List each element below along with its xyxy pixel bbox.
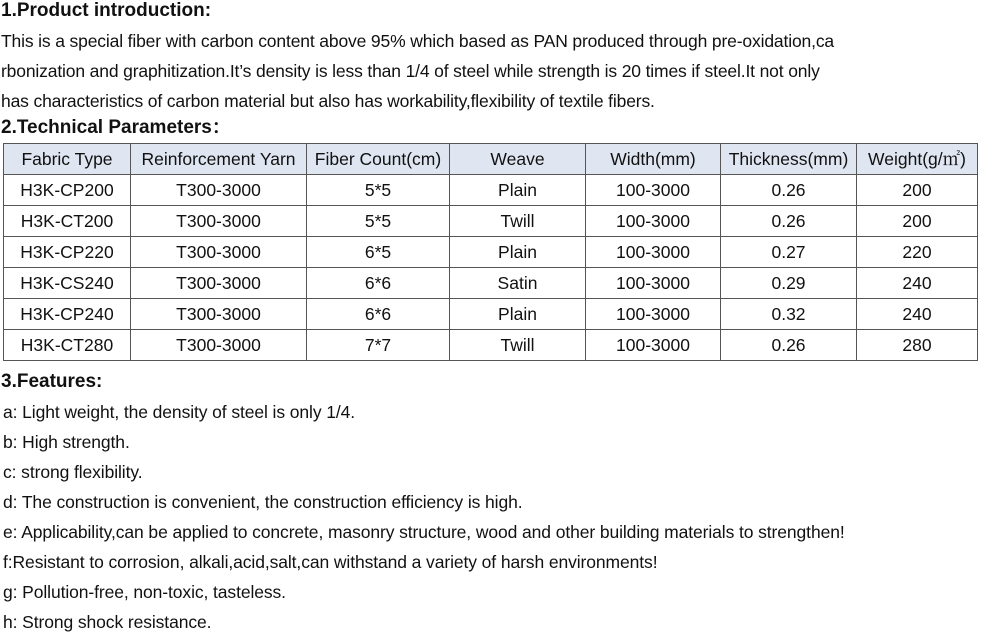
table-row <box>4 237 978 268</box>
table-cell: Plain <box>450 299 586 330</box>
table-cell: H3K-CP240 <box>4 299 131 330</box>
feature-item: f:Resistant to corrosion, alkali,acid,salt,can withstand a variety of harsh environments! <box>3 552 658 572</box>
table-cell: 100-3000 <box>586 268 721 299</box>
table-cell: Satin <box>450 268 586 299</box>
table-cell: 240 <box>857 268 978 299</box>
intro-line: rbonization and graphitization.It’s density is less than 1/4 of steel while strength is 20 times if steel.It not only <box>1 61 820 81</box>
table-cell: H3K-CT280 <box>4 330 131 361</box>
feature-item: h: Strong shock resistance. <box>3 612 212 632</box>
features-heading: 3.Features: <box>1 371 103 392</box>
feature-item: a: Light weight, the density of steel is only 1/4. <box>3 402 356 422</box>
table-cell: 0.29 <box>721 268 857 299</box>
table-cell: T300-3000 <box>131 237 307 268</box>
table-cell: T300-3000 <box>131 206 307 237</box>
table-row <box>4 206 978 237</box>
feature-item: e: Applicability,can be applied to concrete, masonry structure, wood and other building materials to strengthen! <box>3 522 845 542</box>
table-cell: 100-3000 <box>586 175 721 206</box>
table-cell: 5*5 <box>307 175 450 206</box>
table-cell: 200 <box>857 175 978 206</box>
table-cell: 200 <box>857 206 978 237</box>
table-cell: 0.26 <box>721 175 857 206</box>
column-header: Reinforcement Yarn <box>131 144 307 175</box>
table-cell: 0.26 <box>721 330 857 361</box>
table-cell: 100-3000 <box>586 330 721 361</box>
table-cell: 0.32 <box>721 299 857 330</box>
feature-item: g: Pollution-free, non-toxic, tasteless. <box>3 582 286 602</box>
table-cell: T300-3000 <box>131 299 307 330</box>
intro-heading: 1.Product introduction: <box>1 0 212 21</box>
table-cell: 6*6 <box>307 299 450 330</box>
intro-line: has characteristics of carbon material but also has workability,flexibility of textile fibers. <box>1 91 655 111</box>
table-cell: 6*6 <box>307 268 450 299</box>
table-cell: 5*5 <box>307 206 450 237</box>
feature-item: d: The construction is convenient, the construction efficiency is high. <box>3 492 523 512</box>
table-cell: Plain <box>450 175 586 206</box>
table-cell: T300-3000 <box>131 330 307 361</box>
column-header: Width(mm) <box>586 144 721 175</box>
table-cell: 220 <box>857 237 978 268</box>
table-cell: T300-3000 <box>131 175 307 206</box>
column-header: Fiber Count(cm) <box>307 144 450 175</box>
table-cell: H3K-CP220 <box>4 237 131 268</box>
table-cell: Twill <box>450 330 586 361</box>
table-cell: 6*5 <box>307 237 450 268</box>
table-row <box>4 175 978 206</box>
table-cell: 7*7 <box>307 330 450 361</box>
table-cell: 100-3000 <box>586 237 721 268</box>
table-cell: 0.26 <box>721 206 857 237</box>
table-cell: 100-3000 <box>586 206 721 237</box>
table-cell: T300-3000 <box>131 268 307 299</box>
table-cell: H3K-CS240 <box>4 268 131 299</box>
column-header: Fabric Type <box>4 144 131 175</box>
table-cell: H3K-CP200 <box>4 175 131 206</box>
table-cell: H3K-CT200 <box>4 206 131 237</box>
column-header: Weight(g/㎡) <box>857 144 978 175</box>
table-cell: Twill <box>450 206 586 237</box>
feature-item: c: strong flexibility. <box>3 462 143 482</box>
column-header: Weave <box>450 144 586 175</box>
intro-line: This is a special fiber with carbon content above 95% which based as PAN produced through pre-oxidation,ca <box>1 31 835 51</box>
table-row <box>4 299 978 330</box>
table-cell: 100-3000 <box>586 299 721 330</box>
table-header-row <box>4 144 978 175</box>
table-row <box>4 268 978 299</box>
column-header: Thickness(mm) <box>721 144 857 175</box>
table-cell: 280 <box>857 330 978 361</box>
technical-parameters-table <box>3 143 978 361</box>
parameters-heading: 2.Technical Parameters： <box>1 117 231 138</box>
feature-item: b: High strength. <box>3 432 130 452</box>
table-cell: 0.27 <box>721 237 857 268</box>
table-cell: 240 <box>857 299 978 330</box>
table-row <box>4 330 978 361</box>
table-cell: Plain <box>450 237 586 268</box>
